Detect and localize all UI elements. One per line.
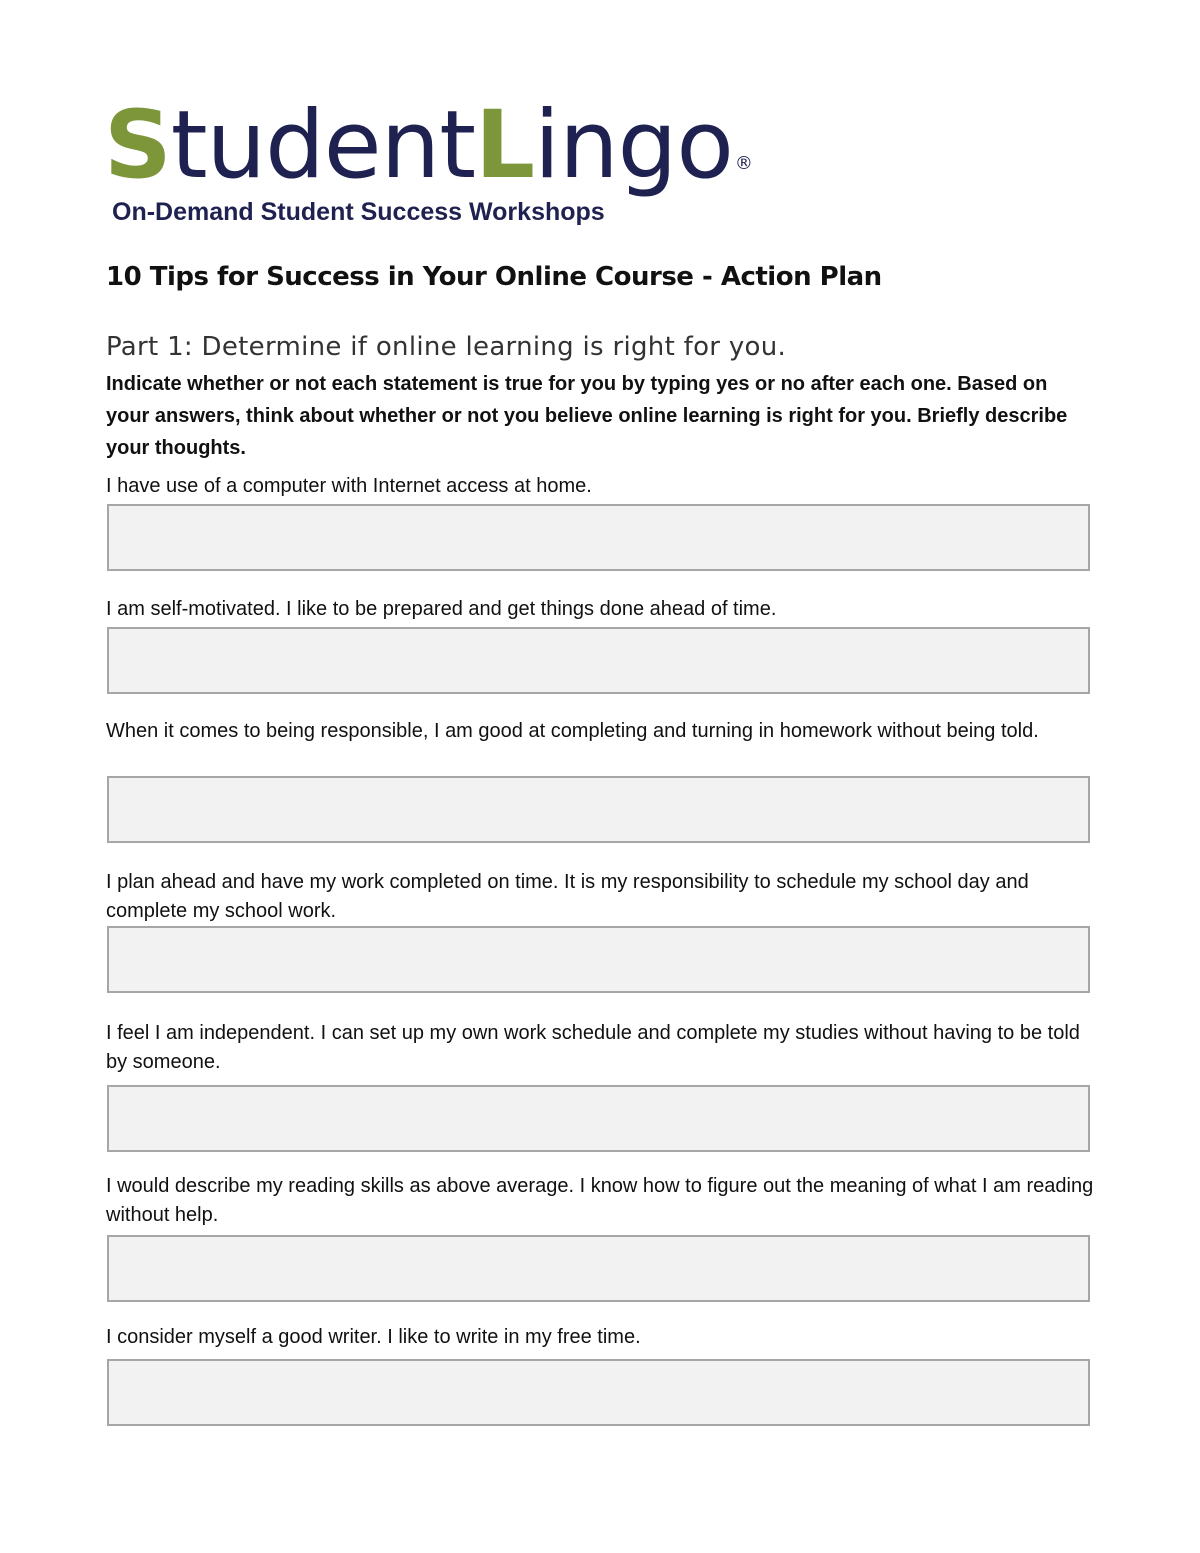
logo-wordmark — [104, 91, 752, 200]
part-1-heading: Part 1: Determine if online learning is right for you. — [106, 332, 787, 362]
question-label: I would describe my reading skills as above average. I know how to figure out the meaning of what I am reading without help. — [106, 1175, 1094, 1226]
answer-field-1[interactable] — [107, 504, 1090, 571]
logo-accent-s: S — [104, 91, 171, 200]
question-label: I feel I am independent. I can set up my own work schedule and complete my studies without having to be told by someone. — [106, 1022, 1080, 1073]
question-label: I have use of a computer with Internet access at home. — [106, 475, 592, 497]
studentlingo-logo — [104, 91, 752, 236]
answer-field-5[interactable] — [107, 1085, 1090, 1152]
answer-field-7[interactable] — [107, 1359, 1090, 1426]
question-label: When it comes to being responsible, I am good at completing and turning in homework without being told. — [106, 720, 1039, 742]
answer-field-4[interactable] — [107, 926, 1090, 993]
registered-mark: ® — [734, 153, 752, 174]
answer-field-2[interactable] — [107, 627, 1090, 694]
logo-word-part-2: ingo — [533, 91, 733, 200]
question-label: I am self-motivated. I like to be prepared and get things done ahead of time. — [106, 598, 777, 620]
answer-field-3[interactable] — [107, 776, 1090, 843]
answer-field-6[interactable] — [107, 1235, 1090, 1302]
logo-accent-l: L — [475, 91, 534, 200]
question-label: I consider myself a good writer. I like to write in my free time. — [106, 1326, 641, 1348]
document-title: 10 Tips for Success in Your Online Course - Action Plan — [106, 262, 882, 292]
question-label: I plan ahead and have my work completed on time. It is my responsibility to schedule my school day and complete my school work. — [106, 871, 1029, 922]
logo-tagline: On-Demand Student Success Workshops — [112, 198, 605, 226]
logo-word-part-1: tudent — [170, 91, 476, 200]
instructions: Indicate whether or not each statement is true for you by typing yes or no after each one. Based on your answers, think about whether or not you believe online learning is right for you. Briefly describe your thoughts. — [106, 373, 1068, 459]
